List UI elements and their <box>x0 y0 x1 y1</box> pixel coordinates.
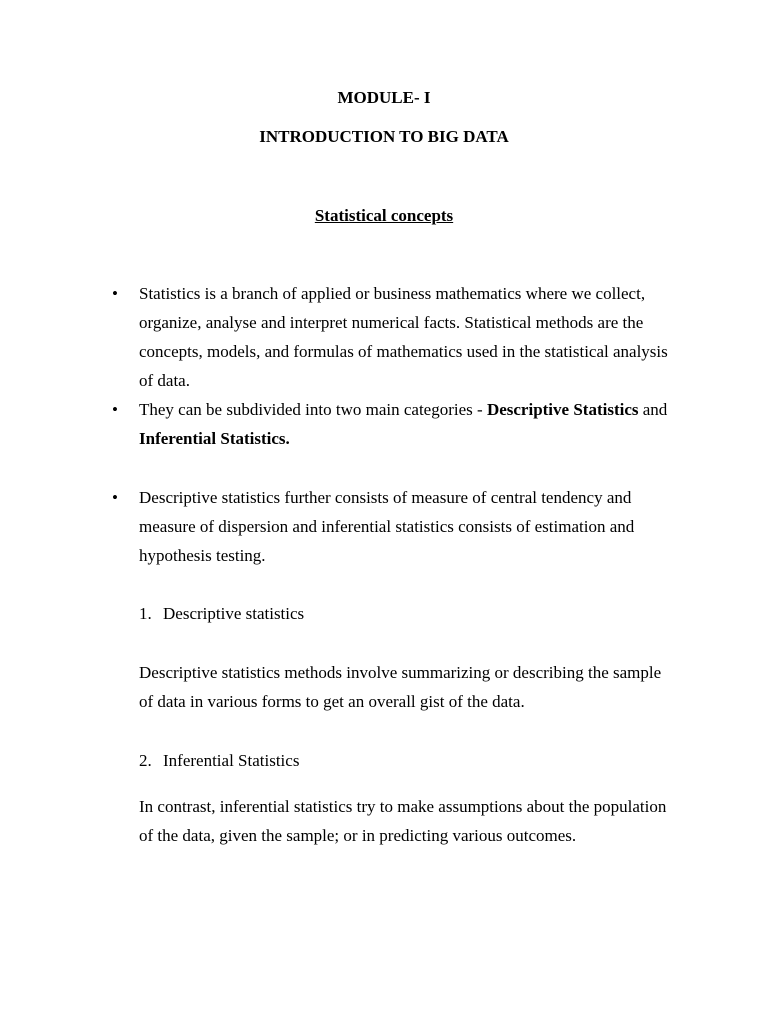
section-title: Statistical concepts <box>314 206 454 225</box>
list-item-label: Inferential Statistics <box>163 751 300 770</box>
list-item-descriptive-statistics <box>139 599 304 628</box>
list-item-label: Descriptive statistics <box>163 604 305 623</box>
bullet-paragraph-subdivisions: Descriptive statistics further consists of measure of central tendency and measure of dispersion and inferential statistics consists of estimation and hypothesis testing. <box>139 488 635 565</box>
bullet-paragraph-statistics-definition: Statistics is a branch of applied or business mathematics where we collect, organize, analyse and interpret numerical facts. Statistical methods are the concepts, models, and formulas of mathematics used in the statistical analysis of data. <box>139 284 668 390</box>
bullet-icon: • <box>112 284 118 303</box>
bullet-icon: • <box>112 400 118 419</box>
list-item-number: 1. <box>139 604 152 623</box>
descriptive-statistics-term: Descriptive Statistics <box>486 400 639 419</box>
categories-intro-text: They can be subdivided into two main categories - <box>139 400 487 419</box>
list-item-number: 2. <box>139 751 152 770</box>
inferential-statistics-paragraph: In contrast, inferential statistics try to make assumptions about the population of the data, given the sample; or in predicting various outcomes. <box>139 797 667 845</box>
descriptive-statistics-paragraph: Descriptive statistics methods involve summarizing or describing the sample of data in various forms to get an overall gist of the data. <box>139 663 662 711</box>
bullet-icon: • <box>112 488 118 507</box>
inferential-statistics-term: Inferential Statistics. <box>139 429 290 448</box>
page-title: INTRODUCTION TO BIG DATA <box>259 127 509 146</box>
categories-and-text: and <box>638 400 668 419</box>
list-item-inferential-statistics <box>139 746 299 775</box>
module-title: MODULE- I <box>337 88 431 107</box>
bullet-paragraph-categories <box>139 395 679 453</box>
